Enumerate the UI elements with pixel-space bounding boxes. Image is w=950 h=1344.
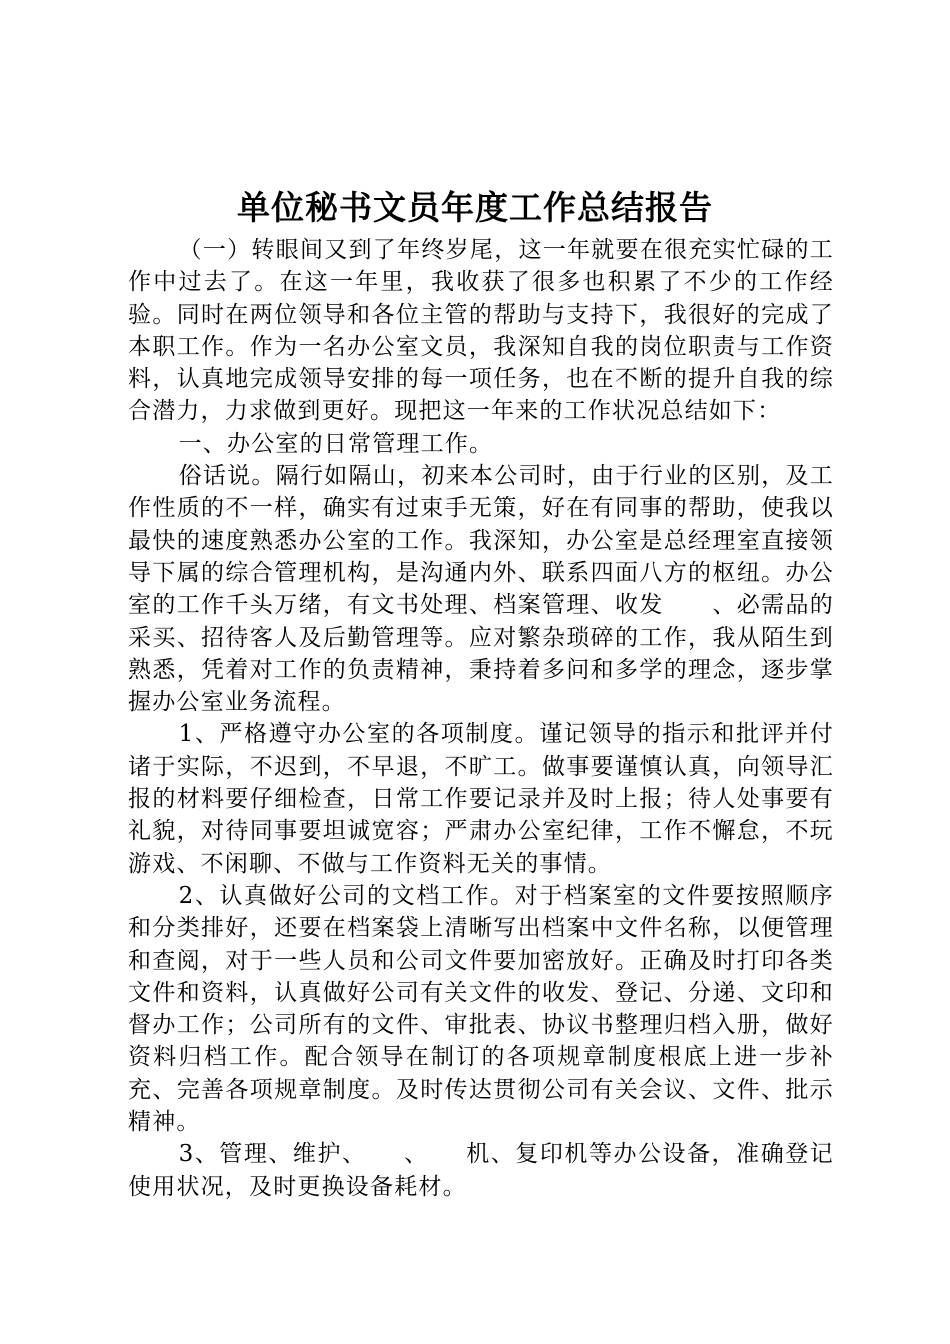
document-body [128,234,834,1203]
paragraph-office-overview: 俗话说。隔行如隔山，初来本公司时，由于行业的区别，及工作性质的不一样，确实有过束手无策，好在有同事的帮助，使我以最快的速度熟悉办公室的工作。我深知，办公室是总经理室直接领导下属的综合管理机构，是沟通内外、联系四面八方的枢纽。办公室的工作千头万绪，有文书处理、档案管理、收发 、必需品的采买、招待客人及后勤管理等。应对繁杂琐碎的工作，我从陌生到熟悉，凭着对工作的负责精神，秉持着多问和多学的理念，逐步掌握办公室业务流程。 [128,463,834,716]
document-title: 单位秘书文员年度工作总结报告 [237,188,713,227]
paragraph-item-2: 2、认真做好公司的文档工作。对于档案室的文件要按照顺序和分类排好，还要在档案袋上清晰写出档案中文件名称，以便管理和查阅，对于一些人员和公司文件要加密放好。正确及时打印各类文件和资料，认真做好公司有关文件的收发、登记、分递、文印和督办工作；公司所有的文件、审批表、协议书整理归档入册，做好资料归档工作。配合领导在制订的各项规章制度根底上进一步补充、完善各项规章制度。及时传达贯彻公司有关会议、文件、批示精神。 [128,882,834,1136]
paragraph-intro: （一）转眼间又到了年终岁尾，这一年就要在很充实忙碌的工作中过去了。在这一年里，我收获了很多也积累了不少的工作经验。同时在两位领导和各位主管的帮助与支持下，我很好的完成了本职工作。作为一名办公室文员，我深知自我的岗位职责与工作资料，认真地完成领导安排的每一项任务，也在不断的提升自我的综合潜力，力求做到更好。现把这一年来的工作状况总结如下： [128,237,834,425]
paragraph-item-1: 1、严格遵守办公室的各项制度。谨记领导的指示和批评并付诸于实际，不迟到，不早退，不旷工。做事要谨慎认真，向领导汇报的材料要仔细检查，日常工作要记录并及时上报；待人处事要有礼貌，对待同事要坦诚宽容；严肃办公室纪律，工作不懈怠，不玩游戏、不闲聊、不做与工作资料无关的事情。 [128,721,834,877]
paragraph-item-3: 3、管理、维护、 、 机、复印机等办公设备，准确登记使用状况，及时更换设备耗材。 [128,1141,834,1200]
section-heading-office-management: 一、办公室的日常管理工作。 [178,430,494,457]
